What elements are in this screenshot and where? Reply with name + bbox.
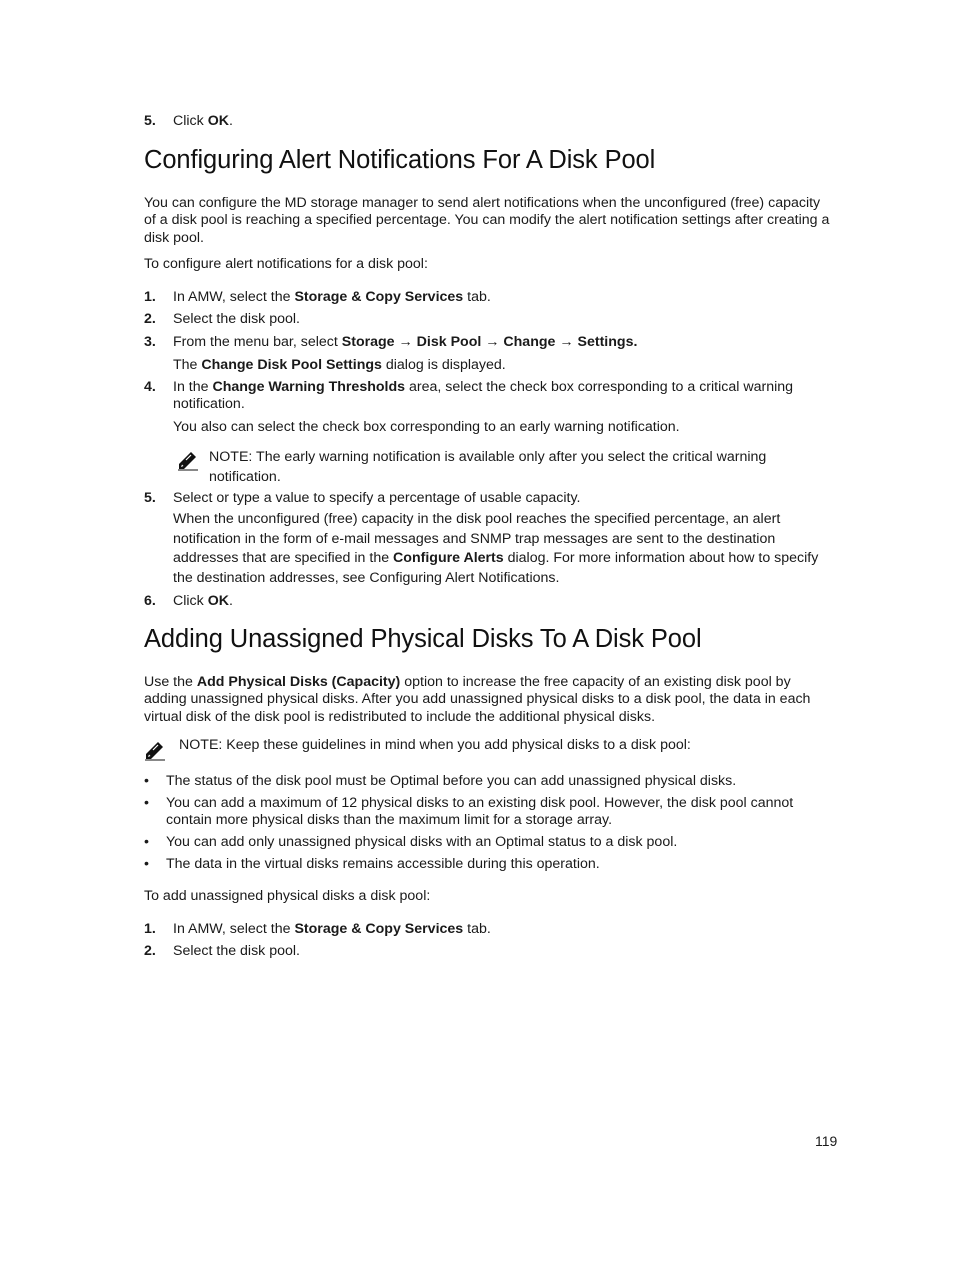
- bullet-marker: •: [144, 834, 149, 850]
- list-item-text: You can add a maximum of 12 physical disks to an existing disk pool. However, the disk pool cannot contain more physical disks than the maximum limit for a storage array.: [166, 795, 794, 828]
- section2-lead: To add unassigned physical disks a disk pool:: [144, 888, 431, 904]
- step-number: 2.: [144, 943, 156, 959]
- step-number: 1.: [144, 921, 156, 937]
- section1-lead: To configure alert notifications for a disk pool:: [144, 256, 428, 272]
- step-number: 2.: [144, 311, 156, 327]
- list-item-text: You can add only unassigned physical disks with an Optimal status to a disk pool.: [166, 834, 678, 850]
- list-item-text: The data in the virtual disks remains accessible during this operation.: [166, 856, 600, 872]
- step-number: 3.: [144, 334, 156, 350]
- bullet-marker: •: [144, 856, 149, 872]
- step-number: 6.: [144, 593, 156, 609]
- step-subtext: The Change Disk Pool Settings dialog is displayed.: [173, 357, 506, 373]
- step-number: 5.: [144, 490, 156, 506]
- step-text: Click OK.: [173, 113, 233, 129]
- section-heading-adding-physical-disks: Adding Unassigned Physical Disks To A Disk Pool: [144, 625, 702, 653]
- step-text: Select the disk pool.: [173, 943, 300, 959]
- page-number: 119: [815, 1133, 838, 1149]
- step-text: Click OK.: [173, 593, 233, 609]
- note-text: NOTE: The early warning notification is available only after you select the critical warning notification.: [209, 449, 767, 485]
- section2-note: NOTE: Keep these guidelines in mind when you add physical disks to a disk pool:: [179, 737, 691, 753]
- pencil-note-icon: [177, 449, 199, 471]
- bullet-marker: •: [144, 773, 149, 789]
- section2-intro: Use the Add Physical Disks (Capacity) option to increase the free capacity of an existing disk pool by adding unassigned physical disks. After you add unassigned physical disks to a disk pool, the data in each virtual disk of the disk pool is redistributed to include the additional physical disks.: [144, 674, 811, 725]
- step-text: Select the disk pool.: [173, 311, 300, 327]
- bullet-marker: •: [144, 795, 149, 811]
- list-item-text: The status of the disk pool must be Optimal before you can add unassigned physical disks.: [166, 773, 737, 789]
- step-text: In the Change Warning Thresholds area, select the check box corresponding to a critical warning notification.: [173, 379, 794, 412]
- step-text: In AMW, select the Storage & Copy Services tab.: [173, 921, 491, 937]
- step-number: 5.: [144, 113, 156, 129]
- step-number: 4.: [144, 379, 156, 395]
- section-heading-alert-notifications: Configuring Alert Notifications For A Disk Pool: [144, 146, 656, 174]
- step-number: 1.: [144, 289, 156, 305]
- pencil-note-icon: [144, 739, 166, 761]
- step-text: In AMW, select the Storage & Copy Services tab.: [173, 289, 491, 305]
- step-text: Select or type a value to specify a percentage of usable capacity.: [173, 490, 581, 506]
- step-subtext: You also can select the check box corresponding to an early warning notification.: [173, 419, 680, 435]
- step-text: From the menu bar, select Storage → Disk Pool → Change → Settings.: [173, 334, 638, 350]
- section1-intro: You can configure the MD storage manager to send alert notifications when the unconfigured (free) capacity of a disk pool is reaching a specified percentage. You can modify the alert notification settings after creating a disk pool.: [144, 195, 830, 246]
- step-subtext: When the unconfigured (free) capacity in the disk pool reaches the specified percentage, an alert notification in the form of e-mail messages and SNMP trap messages are sent to the destination addresses that are specified in the Configure Alerts dialog. For more information about how to specify the destination addresses, see Configuring Alert Notifications.: [173, 511, 819, 586]
